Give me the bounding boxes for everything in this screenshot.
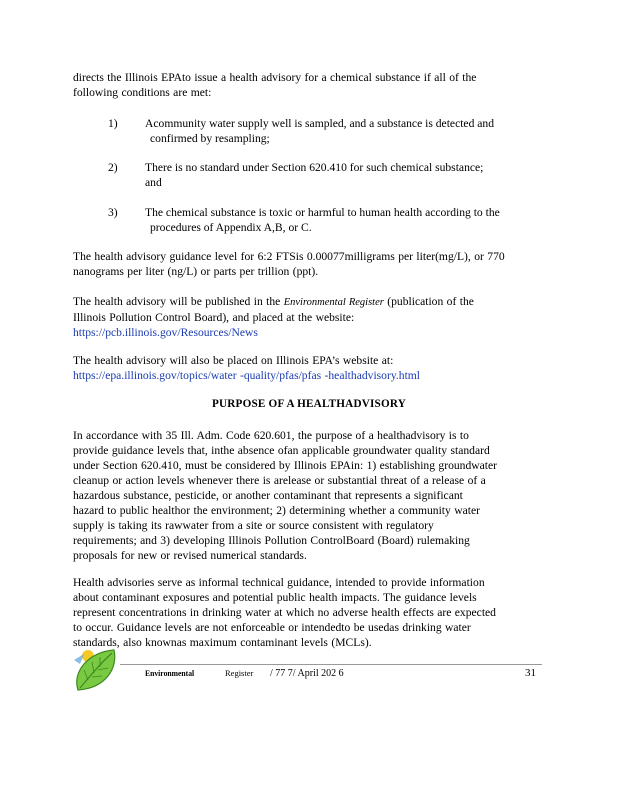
- condition-text: [145, 160, 543, 190]
- advisories-line: Health advisories serve as informal technical guidance, intended to provide information: [73, 576, 485, 589]
- condition-line: Acommunity water supply well is sampled, and a substance is detected and: [145, 117, 495, 130]
- purpose-paragraph: [73, 428, 543, 563]
- footer-issue: / 77 7/ April 202 6: [270, 668, 344, 679]
- purpose-line: In accordance with 35 Ill. Adm. Code 620.601, the purpose of a healthadvisory is to: [73, 429, 469, 442]
- condition-line: The chemical substance is toxic or harmful to human health according to the: [145, 206, 500, 219]
- website-line: The health advisory will also be placed on Illinois EPA’s website at:: [73, 354, 394, 367]
- guidance-level-paragraph: [73, 249, 543, 279]
- intro-paragraph: [73, 70, 543, 100]
- publication-paragraph: [73, 294, 543, 340]
- condition-line: confirmed by resampling;: [150, 132, 270, 145]
- purpose-line: provide guidance levels that, inthe absence ofan applicable groundwater quality standard: [73, 444, 490, 457]
- publication-line: Illinois Pollution Control Board), and placed at the website:: [73, 311, 355, 324]
- advisories-line: to occur. Guidance levels are not enforceable or intendedto be usedas drinking water: [73, 621, 471, 634]
- intro-line: directs the Illinois EPAto issue a health advisory for a chemical substance if all of the: [73, 71, 477, 84]
- publication-text: The health advisory will be published in the: [73, 295, 284, 308]
- footer-register: Register: [225, 668, 254, 678]
- website-paragraph: [73, 353, 543, 383]
- intro-line: following conditions are met:: [73, 86, 212, 99]
- guidance-line: The health advisory guidance level for 6:2 FTSis 0.00077milligrams per liter(mg/L), or 770: [73, 250, 505, 263]
- condition-number: 3): [108, 206, 118, 219]
- condition-line: procedures of Appendix A,B, or C.: [150, 221, 312, 234]
- purpose-line: requirements; and 3) developing Illinois Pollution ControlBoard (Board) rulemaking: [73, 534, 470, 547]
- footer-divider: [120, 664, 542, 665]
- journal-title: Environmental Register: [283, 297, 384, 308]
- condition-line: and: [145, 176, 162, 189]
- page-number: 31: [525, 667, 536, 679]
- publication-line: [73, 294, 543, 310]
- section-heading: PURPOSE OF A HEALTHADVISORY: [211, 398, 407, 410]
- guidance-line: nanograms per liter (ng/L) or parts per trillion (ppt).: [73, 265, 319, 278]
- advisories-line: represent concentrations in drinking water at which no adverse health effects are expected: [73, 606, 496, 619]
- advisories-line: standards, also knownas maximum contaminant levels (MCLs).: [73, 636, 372, 649]
- condition-line: There is no standard under Section 620.410 for such chemical substance;: [145, 161, 484, 174]
- advisories-paragraph: [73, 575, 543, 650]
- purpose-line: cleanup or action levels whenever there is arelease or substantial threat of a release of a: [73, 474, 486, 487]
- publication-text: (publication of the: [383, 295, 474, 308]
- purpose-line: under Section 620.410, must be considered by Illinois EPAin: 1) establishing groundwater: [73, 459, 498, 472]
- condition-text: [145, 205, 543, 235]
- epa-advisory-link[interactable]: https://epa.illinois.gov/topics/water -quality/pfas/pfas -healthadvisory.html: [73, 369, 421, 382]
- purpose-line: hazardous substance, pesticide, or another contaminant that represents a significant: [73, 489, 463, 502]
- advisories-line: about contaminant exposures and potential public health impacts. The guidance levels: [73, 591, 477, 604]
- condition-number: 2): [108, 161, 118, 174]
- purpose-line: supply is taking its rawwater from a site or source consistent with regulatory: [73, 519, 434, 532]
- leaf-logo-icon: [70, 646, 130, 694]
- condition-text: [145, 116, 543, 146]
- footer-journal-name: Environmental: [145, 668, 195, 678]
- purpose-line: proposals for new or revised numerical standards.: [73, 549, 307, 562]
- pcb-website-link[interactable]: https://pcb.illinois.gov/Resources/News: [73, 326, 258, 339]
- condition-number: 1): [108, 117, 118, 130]
- purpose-line: hazard to public healthor the environment; 2) determining whether a community water: [73, 504, 480, 517]
